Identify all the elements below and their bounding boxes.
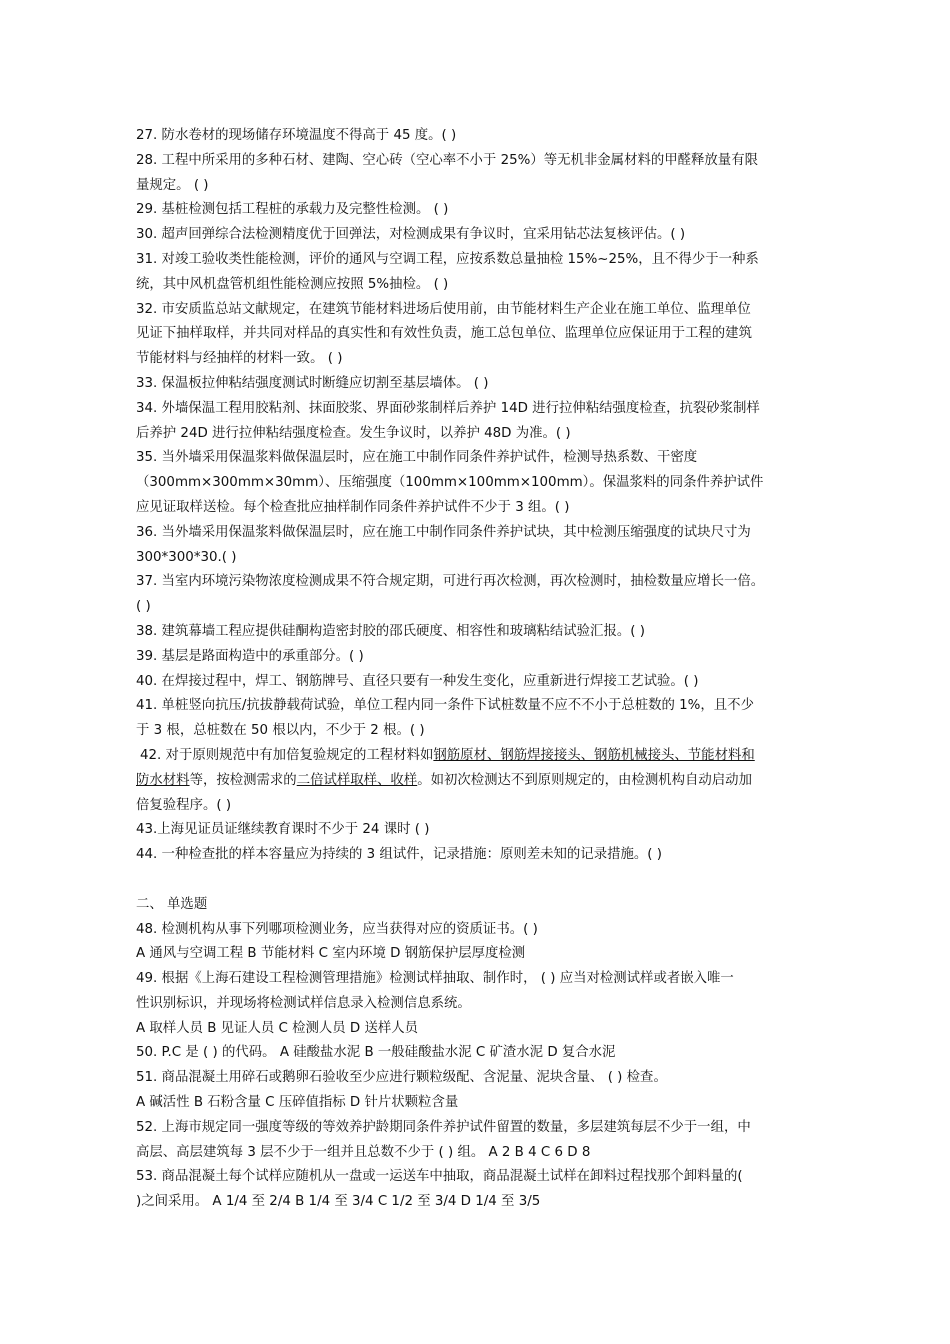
- question-41-cont: 于 3 根，总桩数在 50 根以内，不少于 2 根。( ): [136, 723, 425, 739]
- question-31: 31. 对竣工验收类性能检测，评价的通风与空调工程，应按系数总量抽检 15%~25%，且不得少于一种系: [136, 251, 759, 267]
- question-40: 40. 在焊接过程中，焊工、钢筋牌号、直径只要有一种发生变化，应重新进行焊接工艺试验。( ): [136, 673, 699, 689]
- q42-text: 。如初次检测达不到原则规定的，由检测机构自动启动加: [417, 772, 752, 788]
- question-39: 39. 基层是路面构造中的承重部分。( ): [136, 648, 364, 664]
- question-52-cont: 高层、高层建筑每 3 层不少于一组并且总数不少于 ( ) 组。 A 2 B 4 C 6 D 8: [136, 1144, 591, 1160]
- question-33: 33. 保温板拉伸粘结强度测试时断缝应切割至基层墙体。 ( ): [136, 375, 489, 391]
- question-28: 28. 工程中所采用的多种石材、建陶、空心砖（空心率不小于 25%）等无机非金属材料的甲醛释放量有限: [136, 152, 758, 168]
- question-51: 51. 商品混凝土用碎石或鹅卵石验收至少应进行颗粒级配、含泥量、泥块含量、 ( ) 检查。: [136, 1070, 667, 1086]
- question-49-cont: 性识别标识，并现场将检测试样信息录入检测信息系统。: [136, 995, 471, 1011]
- question-27: 27. 防水卷材的现场储存环境温度不得高于 45 度。( ): [136, 128, 457, 143]
- q42-text: 等，按检测需求的: [189, 772, 297, 788]
- question-53-cont: )之间采用。 A 1/4 至 2/4 B 1/4 至 3/4 C 1/2 至 3/4 D 1/4 至 3/5: [136, 1194, 541, 1210]
- question-34-cont: 后养护 24D 进行拉伸粘结强度检查。发生争议时，以养护 48D 为准。( ): [136, 425, 571, 441]
- question-44: 44. 一种检查批的样本容量应为持续的 3 组试件，记录措施：原则差未知的记录措施。( ): [136, 847, 662, 863]
- question-51-options: A 碱活性 B 石粉含量 C 压碎值指标 D 针片状颗粒含量: [136, 1095, 459, 1111]
- question-49-options: A 取样人员 B 见证人员 C 检测人员 D 送样人员: [136, 1020, 419, 1036]
- question-42-cont: [136, 769, 848, 794]
- question-35-cont: （300mm×300mm×30mm）、压缩强度（100mm×100mm×100mm）。保温浆料的同条件养护试件: [136, 475, 764, 491]
- question-32-cont: 见证下抽样取样，并共同对样品的真实性和有效性负责，施工总包单位、监理单位应保证用于工程的建筑: [136, 326, 752, 342]
- q42-underlined-sampling: 二倍试样取样、收样: [296, 772, 418, 788]
- question-29: 29. 基桩检测包括工程桩的承载力及完整性检测。 ( ): [136, 202, 449, 218]
- question-38: 38. 建筑幕墙工程应提供硅酮构造密封胶的邵氏硬度、相容性和玻璃粘结试验汇报。( ): [136, 623, 645, 639]
- question-36-cont: 300*300*30.( ): [136, 549, 237, 565]
- question-43: 43.上海见证员证继续教育课时不少于 24 课时 ( ): [136, 822, 430, 838]
- question-49: 49. 根据《上海石建设工程检测管理措施》检测试样抽取、制作时， ( ) 应当对检测试样或者嵌入唯一: [136, 971, 734, 987]
- question-32-cont: 节能材料与经抽样的材料一致。 ( ): [136, 351, 343, 367]
- question-34: 34. 外墙保温工程用胶粘剂、抹面胶浆、界面砂浆制样后养护 14D 进行拉伸粘结强度检查，抗裂砂浆制样: [136, 400, 760, 416]
- q42-underlined-waterproof: 防水材料: [136, 772, 190, 788]
- document-page: [136, 124, 848, 1215]
- question-37: 37. 当室内环境污染物浓度检测成果不符合规定期，可进行再次检测，再次检测时，抽检数量应增长一倍。: [136, 574, 765, 590]
- question-36: 36. 当外墙采用保温浆料做保温层时，应在施工中制作同条件养护试块，其中检测压缩强度的试块尺寸为: [136, 524, 751, 540]
- q42-text: 42. 对于原则规范中有加倍复验规定的工程材料如: [140, 747, 434, 763]
- question-42-cont: 倍复验程序。( ): [136, 797, 232, 813]
- q42-underlined-materials: 钢筋原材、钢筋焊接接头、钢筋机械接头、节能材料和: [433, 747, 755, 763]
- question-50: 50. P.C 是 ( ) 的代码。 A 硅酸盐水泥 B 一般硅酸盐水泥 C 矿渣水泥 D 复合水泥: [136, 1045, 616, 1061]
- question-30: 30. 超声回弹综合法检测精度优于回弹法，对检测成果有争议时，宜采用钻芯法复核评估。( ): [136, 227, 686, 243]
- question-41: 41. 单桩竖向抗压/抗拔静载荷试验，单位工程内同一条件下试桩数量不应不不小于总桩数的 1%，且不少: [136, 698, 754, 714]
- question-42: [136, 744, 848, 769]
- question-37-cont: ( ): [136, 599, 151, 615]
- question-52: 52. 上海市规定同一强度等级的等效养护龄期同条件养护试件留置的数量，多层建筑每层不少于一组，中: [136, 1119, 751, 1135]
- spacer: [136, 868, 848, 893]
- question-48-options: A 通风与空调工程 B 节能材料 C 室内环境 D 钢筋保护层厚度检测: [136, 946, 526, 962]
- question-31-cont: 统，其中风机盘管机组性能检测应按照 5%抽检。 ( ): [136, 276, 449, 292]
- question-53: 53. 商品混凝土每个试样应随机从一盘或一运送车中抽取，商品混凝土试样在卸料过程找那个卸料量的(: [136, 1169, 743, 1185]
- question-35: 35. 当外墙采用保温浆料做保温层时，应在施工中制作同条件养护试件，检测导热系数、干密度: [136, 450, 698, 466]
- question-35-cont: 应见证取样送检。每个检查批应抽样制作同条件养护试件不少于 3 组。( ): [136, 499, 570, 515]
- question-28-cont: 量规定。 ( ): [136, 177, 209, 193]
- question-32: 32. 市安质监总站文献规定，在建筑节能材料进场后使用前，由节能材料生产企业在施工单位、监理单位: [136, 301, 751, 317]
- question-48: 48. 检测机构从事下列哪项检测业务，应当获得对应的资质证书。( ): [136, 921, 538, 937]
- section-title: 二、 单选题: [136, 896, 208, 912]
